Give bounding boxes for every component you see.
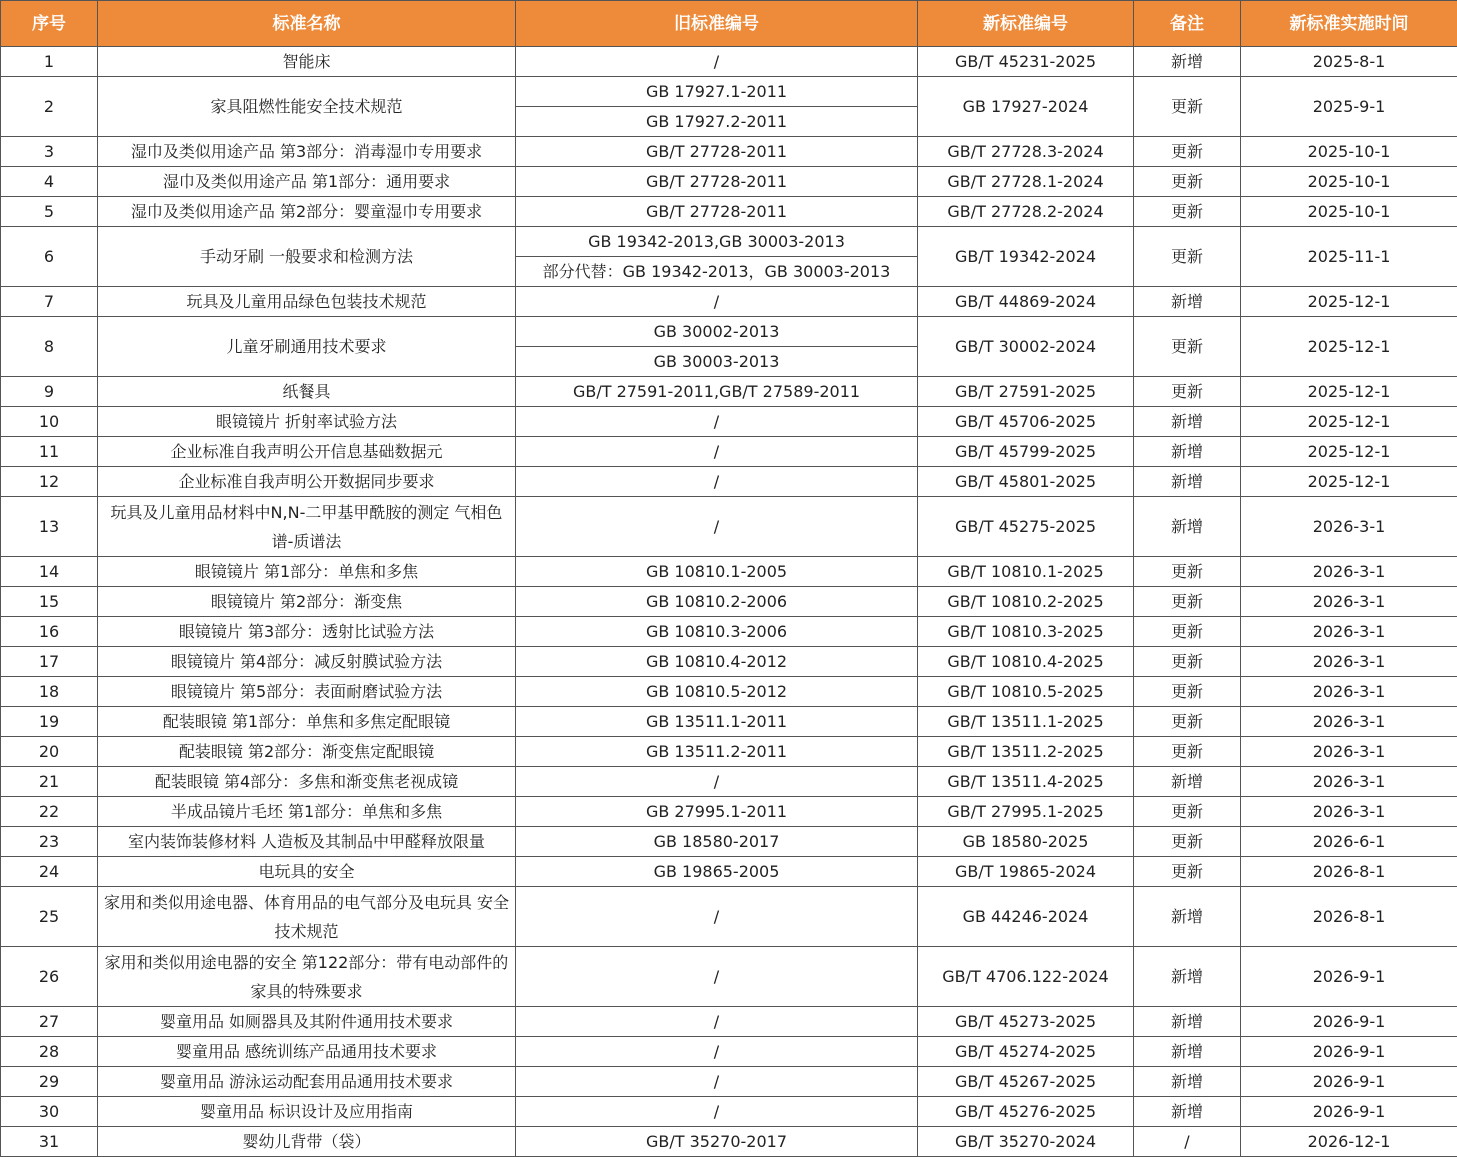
table-row: [1, 167, 1457, 197]
old-standard-number-cell: GB 17927.1-2011: [516, 77, 918, 107]
remarks-cell: 更新: [1134, 167, 1241, 197]
serial-number-cell: 22: [1, 797, 98, 827]
header-standard-name: 标准名称: [98, 1, 516, 47]
effective-date-cell: 2026-6-1: [1241, 827, 1457, 857]
new-standard-number-cell: GB/T 27728.1-2024: [918, 167, 1134, 197]
standard-name-cell: 玩具及儿童用品材料中N,N-二甲基甲酰胺的测定 气相色谱-质谱法: [98, 497, 516, 557]
remarks-cell: 新增: [1134, 287, 1241, 317]
standard-name-cell: 家用和类似用途电器、体育用品的电气部分及电玩具 安全技术规范: [98, 887, 516, 947]
remarks-cell: 新增: [1134, 1097, 1241, 1127]
standard-name-cell: 企业标准自我声明公开信息基础数据元: [98, 437, 516, 467]
serial-number-cell: 1: [1, 47, 98, 77]
standard-name-cell: 婴童用品 如厕器具及其附件通用技术要求: [98, 1007, 516, 1037]
old-standard-number-cell: GB 18580-2017: [516, 827, 918, 857]
old-standard-number-cell: GB 19342-2013,GB 30003-2013: [516, 227, 918, 257]
effective-date-cell: 2025-12-1: [1241, 317, 1457, 377]
new-standard-number-cell: GB/T 45274-2025: [918, 1037, 1134, 1067]
table-row: [1, 137, 1457, 167]
remarks-cell: 新增: [1134, 1067, 1241, 1097]
old-standard-number-cell: /: [516, 1037, 918, 1067]
standard-name-cell: 电玩具的安全: [98, 857, 516, 887]
old-standard-number-cell: 部分代替：GB 19342-2013，GB 30003-2013: [516, 257, 918, 287]
table-row: [1, 1037, 1457, 1067]
table-row: [1, 707, 1457, 737]
old-standard-number-cell: GB 13511.2-2011: [516, 737, 918, 767]
serial-number-cell: 18: [1, 677, 98, 707]
new-standard-number-cell: GB/T 45706-2025: [918, 407, 1134, 437]
serial-number-cell: 6: [1, 227, 98, 287]
old-standard-number-cell: /: [516, 947, 918, 1007]
standard-name-cell: 企业标准自我声明公开数据同步要求: [98, 467, 516, 497]
remarks-cell: 新增: [1134, 437, 1241, 467]
serial-number-cell: 31: [1, 1127, 98, 1157]
new-standard-number-cell: GB/T 45267-2025: [918, 1067, 1134, 1097]
serial-number-cell: 29: [1, 1067, 98, 1097]
serial-number-cell: 8: [1, 317, 98, 377]
standard-name-cell: 眼镜镜片 第3部分：透射比试验方法: [98, 617, 516, 647]
table-header: [1, 1, 1457, 47]
remarks-cell: 新增: [1134, 767, 1241, 797]
old-standard-number-cell: GB 13511.1-2011: [516, 707, 918, 737]
serial-number-cell: 20: [1, 737, 98, 767]
standard-name-cell: 眼镜镜片 第4部分：减反射膜试验方法: [98, 647, 516, 677]
serial-number-cell: 4: [1, 167, 98, 197]
new-standard-number-cell: GB/T 10810.4-2025: [918, 647, 1134, 677]
effective-date-cell: 2025-9-1: [1241, 77, 1457, 137]
standard-name-cell: 半成品镜片毛坯 第1部分：单焦和多焦: [98, 797, 516, 827]
table-row: [1, 797, 1457, 827]
remarks-cell: 更新: [1134, 317, 1241, 377]
new-standard-number-cell: GB/T 45801-2025: [918, 467, 1134, 497]
standard-name-cell: 眼镜镜片 折射率试验方法: [98, 407, 516, 437]
old-standard-number-cell: GB 10810.1-2005: [516, 557, 918, 587]
table-row: [1, 77, 1457, 107]
remarks-cell: 新增: [1134, 497, 1241, 557]
new-standard-number-cell: GB/T 44869-2024: [918, 287, 1134, 317]
effective-date-cell: 2025-11-1: [1241, 227, 1457, 287]
table-body: [1, 47, 1457, 1157]
serial-number-cell: 9: [1, 377, 98, 407]
old-standard-number-cell: GB 10810.5-2012: [516, 677, 918, 707]
table-row: [1, 197, 1457, 227]
standard-name-cell: 眼镜镜片 第5部分：表面耐磨试验方法: [98, 677, 516, 707]
effective-date-cell: 2026-3-1: [1241, 737, 1457, 767]
remarks-cell: 更新: [1134, 797, 1241, 827]
new-standard-number-cell: GB/T 45799-2025: [918, 437, 1134, 467]
serial-number-cell: 28: [1, 1037, 98, 1067]
serial-number-cell: 13: [1, 497, 98, 557]
standard-name-cell: 婴童用品 游泳运动配套用品通用技术要求: [98, 1067, 516, 1097]
standard-name-cell: 配装眼镜 第1部分：单焦和多焦定配眼镜: [98, 707, 516, 737]
table-row: [1, 287, 1457, 317]
old-standard-number-cell: GB/T 35270-2017: [516, 1127, 918, 1157]
remarks-cell: 更新: [1134, 617, 1241, 647]
new-standard-number-cell: GB/T 45231-2025: [918, 47, 1134, 77]
new-standard-number-cell: GB/T 10810.2-2025: [918, 587, 1134, 617]
serial-number-cell: 30: [1, 1097, 98, 1127]
old-standard-number-cell: /: [516, 1097, 918, 1127]
serial-number-cell: 10: [1, 407, 98, 437]
standard-name-cell: 眼镜镜片 第2部分：渐变焦: [98, 587, 516, 617]
new-standard-number-cell: GB/T 10810.5-2025: [918, 677, 1134, 707]
remarks-cell: 新增: [1134, 467, 1241, 497]
serial-number-cell: 2: [1, 77, 98, 137]
header-effective-date: 新标准实施时间: [1241, 1, 1457, 47]
remarks-cell: 新增: [1134, 1037, 1241, 1067]
old-standard-number-cell: GB 17927.2-2011: [516, 107, 918, 137]
table-row: [1, 467, 1457, 497]
standard-name-cell: 手动牙刷 一般要求和检测方法: [98, 227, 516, 287]
new-standard-number-cell: GB/T 35270-2024: [918, 1127, 1134, 1157]
table-row: [1, 377, 1457, 407]
table-row: [1, 227, 1457, 257]
new-standard-number-cell: GB 18580-2025: [918, 827, 1134, 857]
new-standard-number-cell: GB/T 13511.2-2025: [918, 737, 1134, 767]
old-standard-number-cell: /: [516, 47, 918, 77]
standard-name-cell: 家具阻燃性能安全技术规范: [98, 77, 516, 137]
effective-date-cell: 2026-3-1: [1241, 707, 1457, 737]
new-standard-number-cell: GB/T 45275-2025: [918, 497, 1134, 557]
remarks-cell: 更新: [1134, 557, 1241, 587]
effective-date-cell: 2025-10-1: [1241, 197, 1457, 227]
serial-number-cell: 21: [1, 767, 98, 797]
table-row: [1, 1067, 1457, 1097]
table-row: [1, 767, 1457, 797]
standard-name-cell: 婴童用品 标识设计及应用指南: [98, 1097, 516, 1127]
new-standard-number-cell: GB/T 27728.2-2024: [918, 197, 1134, 227]
table-row: [1, 647, 1457, 677]
serial-number-cell: 14: [1, 557, 98, 587]
effective-date-cell: 2026-8-1: [1241, 887, 1457, 947]
serial-number-cell: 17: [1, 647, 98, 677]
table-row: [1, 887, 1457, 947]
remarks-cell: 更新: [1134, 377, 1241, 407]
new-standard-number-cell: GB 44246-2024: [918, 887, 1134, 947]
effective-date-cell: 2026-9-1: [1241, 1097, 1457, 1127]
standard-name-cell: 玩具及儿童用品绿色包装技术规范: [98, 287, 516, 317]
effective-date-cell: 2026-9-1: [1241, 947, 1457, 1007]
remarks-cell: 更新: [1134, 227, 1241, 287]
standard-name-cell: 家用和类似用途电器的安全 第122部分：带有电动部件的家具的特殊要求: [98, 947, 516, 1007]
remarks-cell: 更新: [1134, 677, 1241, 707]
old-standard-number-cell: /: [516, 1067, 918, 1097]
new-standard-number-cell: GB/T 27728.3-2024: [918, 137, 1134, 167]
serial-number-cell: 19: [1, 707, 98, 737]
new-standard-number-cell: GB/T 45276-2025: [918, 1097, 1134, 1127]
standard-name-cell: 儿童牙刷通用技术要求: [98, 317, 516, 377]
remarks-cell: 更新: [1134, 857, 1241, 887]
effective-date-cell: 2025-12-1: [1241, 287, 1457, 317]
old-standard-number-cell: GB 30003-2013: [516, 347, 918, 377]
old-standard-number-cell: GB 10810.3-2006: [516, 617, 918, 647]
old-standard-number-cell: GB/T 27591-2011,GB/T 27589-2011: [516, 377, 918, 407]
header-remarks: 备注: [1134, 1, 1241, 47]
table-row: [1, 677, 1457, 707]
table-row: [1, 407, 1457, 437]
effective-date-cell: 2026-3-1: [1241, 497, 1457, 557]
new-standard-number-cell: GB/T 10810.1-2025: [918, 557, 1134, 587]
serial-number-cell: 3: [1, 137, 98, 167]
effective-date-cell: 2026-3-1: [1241, 797, 1457, 827]
standard-name-cell: 婴童用品 感统训练产品通用技术要求: [98, 1037, 516, 1067]
effective-date-cell: 2025-12-1: [1241, 437, 1457, 467]
remarks-cell: 新增: [1134, 407, 1241, 437]
effective-date-cell: 2026-3-1: [1241, 767, 1457, 797]
standard-name-cell: 婴幼儿背带（袋）: [98, 1127, 516, 1157]
standard-name-cell: 纸餐具: [98, 377, 516, 407]
old-standard-number-cell: GB/T 27728-2011: [516, 197, 918, 227]
effective-date-cell: 2026-12-1: [1241, 1127, 1457, 1157]
serial-number-cell: 25: [1, 887, 98, 947]
new-standard-number-cell: GB/T 13511.1-2025: [918, 707, 1134, 737]
effective-date-cell: 2026-3-1: [1241, 647, 1457, 677]
effective-date-cell: 2025-10-1: [1241, 137, 1457, 167]
remarks-cell: 新增: [1134, 887, 1241, 947]
old-standard-number-cell: GB/T 27728-2011: [516, 167, 918, 197]
remarks-cell: 新增: [1134, 947, 1241, 1007]
remarks-cell: 更新: [1134, 77, 1241, 137]
serial-number-cell: 12: [1, 467, 98, 497]
new-standard-number-cell: GB/T 13511.4-2025: [918, 767, 1134, 797]
standard-name-cell: 配装眼镜 第4部分：多焦和渐变焦老视成镜: [98, 767, 516, 797]
old-standard-number-cell: /: [516, 1007, 918, 1037]
table-row: [1, 1007, 1457, 1037]
remarks-cell: 更新: [1134, 587, 1241, 617]
effective-date-cell: 2025-12-1: [1241, 377, 1457, 407]
serial-number-cell: 24: [1, 857, 98, 887]
header-old-standard-number: 旧标准编号: [516, 1, 918, 47]
old-standard-number-cell: /: [516, 467, 918, 497]
remarks-cell: 更新: [1134, 647, 1241, 677]
header-serial-number: 序号: [1, 1, 98, 47]
old-standard-number-cell: /: [516, 887, 918, 947]
new-standard-number-cell: GB/T 19865-2024: [918, 857, 1134, 887]
effective-date-cell: 2026-3-1: [1241, 557, 1457, 587]
old-standard-number-cell: GB 27995.1-2011: [516, 797, 918, 827]
serial-number-cell: 27: [1, 1007, 98, 1037]
standard-name-cell: 湿巾及类似用途产品 第2部分：婴童湿巾专用要求: [98, 197, 516, 227]
remarks-cell: 更新: [1134, 827, 1241, 857]
old-standard-number-cell: /: [516, 437, 918, 467]
table-row: [1, 557, 1457, 587]
table-row: [1, 587, 1457, 617]
old-standard-number-cell: GB 19865-2005: [516, 857, 918, 887]
new-standard-number-cell: GB 17927-2024: [918, 77, 1134, 137]
serial-number-cell: 15: [1, 587, 98, 617]
remarks-cell: /: [1134, 1127, 1241, 1157]
table-row: [1, 737, 1457, 767]
table-row: [1, 947, 1457, 1007]
effective-date-cell: 2026-3-1: [1241, 677, 1457, 707]
table-row: [1, 47, 1457, 77]
old-standard-number-cell: /: [516, 287, 918, 317]
new-standard-number-cell: GB/T 30002-2024: [918, 317, 1134, 377]
serial-number-cell: 5: [1, 197, 98, 227]
old-standard-number-cell: /: [516, 767, 918, 797]
header-row: [1, 1, 1457, 47]
new-standard-number-cell: GB/T 4706.122-2024: [918, 947, 1134, 1007]
table-row: [1, 617, 1457, 647]
table-row: [1, 317, 1457, 347]
serial-number-cell: 11: [1, 437, 98, 467]
new-standard-number-cell: GB/T 45273-2025: [918, 1007, 1134, 1037]
serial-number-cell: 26: [1, 947, 98, 1007]
effective-date-cell: 2025-8-1: [1241, 47, 1457, 77]
new-standard-number-cell: GB/T 19342-2024: [918, 227, 1134, 287]
effective-date-cell: 2026-9-1: [1241, 1037, 1457, 1067]
table-row: [1, 1097, 1457, 1127]
standard-name-cell: 配装眼镜 第2部分：渐变焦定配眼镜: [98, 737, 516, 767]
remarks-cell: 更新: [1134, 707, 1241, 737]
old-standard-number-cell: GB/T 27728-2011: [516, 137, 918, 167]
table-row: [1, 827, 1457, 857]
standard-name-cell: 室内装饰装修材料 人造板及其制品中甲醛释放限量: [98, 827, 516, 857]
remarks-cell: 更新: [1134, 197, 1241, 227]
new-standard-number-cell: GB/T 27591-2025: [918, 377, 1134, 407]
old-standard-number-cell: GB 30002-2013: [516, 317, 918, 347]
table-row: [1, 857, 1457, 887]
header-new-standard-number: 新标准编号: [918, 1, 1134, 47]
effective-date-cell: 2025-12-1: [1241, 407, 1457, 437]
old-standard-number-cell: /: [516, 497, 918, 557]
effective-date-cell: 2025-12-1: [1241, 467, 1457, 497]
standard-name-cell: 眼镜镜片 第1部分：单焦和多焦: [98, 557, 516, 587]
remarks-cell: 更新: [1134, 737, 1241, 767]
old-standard-number-cell: GB 10810.2-2006: [516, 587, 918, 617]
effective-date-cell: 2026-8-1: [1241, 857, 1457, 887]
remarks-cell: 新增: [1134, 1007, 1241, 1037]
effective-date-cell: 2025-10-1: [1241, 167, 1457, 197]
standard-name-cell: 湿巾及类似用途产品 第1部分：通用要求: [98, 167, 516, 197]
standard-name-cell: 智能床: [98, 47, 516, 77]
remarks-cell: 新增: [1134, 47, 1241, 77]
remarks-cell: 更新: [1134, 137, 1241, 167]
effective-date-cell: 2026-9-1: [1241, 1067, 1457, 1097]
table-row: [1, 1127, 1457, 1157]
old-standard-number-cell: /: [516, 407, 918, 437]
serial-number-cell: 23: [1, 827, 98, 857]
new-standard-number-cell: GB/T 27995.1-2025: [918, 797, 1134, 827]
standard-name-cell: 湿巾及类似用途产品 第3部分：消毒湿巾专用要求: [98, 137, 516, 167]
effective-date-cell: 2026-3-1: [1241, 587, 1457, 617]
serial-number-cell: 7: [1, 287, 98, 317]
old-standard-number-cell: GB 10810.4-2012: [516, 647, 918, 677]
table-row: [1, 497, 1457, 557]
effective-date-cell: 2026-3-1: [1241, 617, 1457, 647]
effective-date-cell: 2026-9-1: [1241, 1007, 1457, 1037]
new-standard-number-cell: GB/T 10810.3-2025: [918, 617, 1134, 647]
table-row: [1, 437, 1457, 467]
serial-number-cell: 16: [1, 617, 98, 647]
